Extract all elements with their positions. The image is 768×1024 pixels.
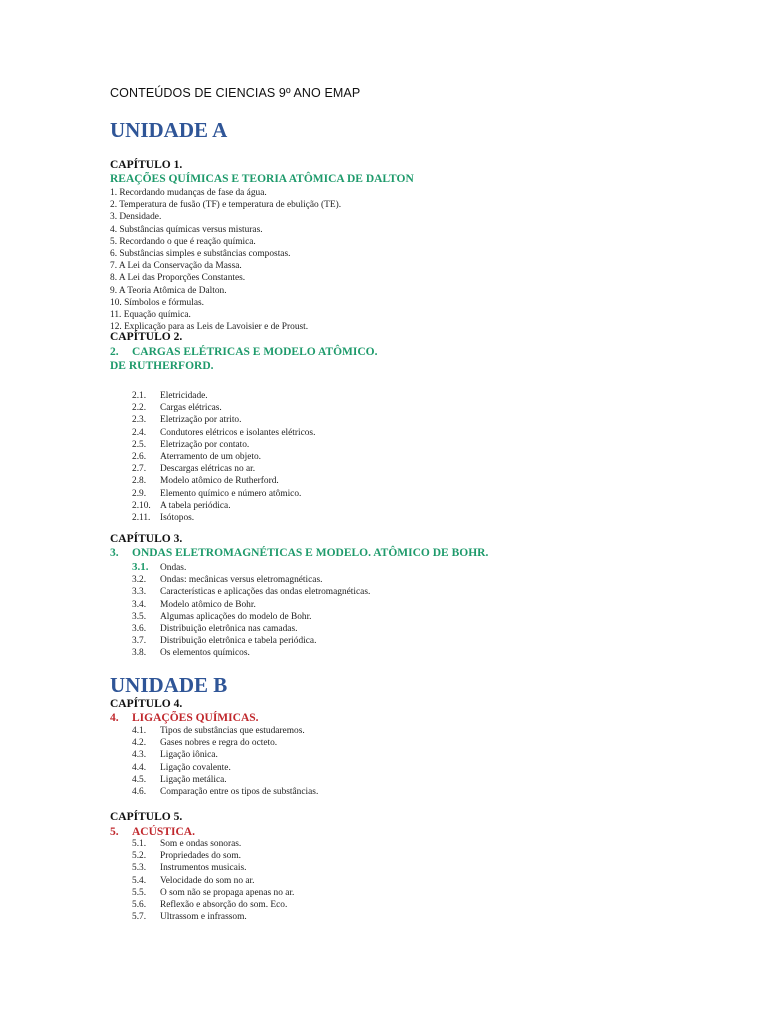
topic-item: [132, 737, 318, 749]
chapter-4-title: [110, 711, 259, 725]
topic-text: Ligação covalente.: [160, 762, 231, 773]
topic-item: 4. Substâncias químicas versus misturas.: [110, 224, 263, 235]
topic-text: Ligação metálica.: [160, 774, 227, 785]
chapter-5-topics: [132, 838, 294, 923]
topic-item: [132, 899, 294, 911]
topic-item: [132, 611, 370, 623]
topic-number: 3.2.: [132, 575, 147, 586]
topic-text: Eletrização por atrito.: [160, 415, 242, 426]
topic-item: [132, 488, 315, 500]
topic-number: 5.6.: [132, 900, 147, 911]
chapter-4-title-text: LIGAÇÕES QUÍMICAS.: [132, 712, 259, 724]
topic-item: [132, 749, 318, 761]
chapter-4-number: 4.: [110, 712, 119, 724]
chapter-1-topics: [110, 187, 341, 333]
topic-number: 4.1.: [132, 726, 147, 736]
topic-text: Som e ondas sonoras.: [160, 839, 242, 849]
topic-number: 3.5.: [132, 611, 147, 622]
topic-text: Modelo atômico de Rutherford.: [160, 476, 279, 487]
topic-item: 7. A Lei da Conservação da Massa.: [110, 261, 242, 272]
chapter-2-number: 2.: [110, 346, 119, 358]
topic-item: [132, 862, 294, 874]
topic-number: 4.2.: [132, 738, 147, 749]
topic-text: Tipos de substâncias que estudaremos.: [160, 726, 305, 736]
chapter-3-number: 3.: [110, 547, 119, 559]
topic-number: 2.5.: [132, 439, 147, 450]
topic-text: Os elementos químicos.: [160, 648, 250, 659]
topic-item: 11. Equação química.: [110, 310, 191, 321]
topic-text: Velocidade do som no ar.: [160, 875, 255, 886]
chapter-3-topics: [132, 561, 370, 660]
topic-number: 3.4.: [132, 599, 147, 610]
topic-item: [132, 574, 370, 586]
unit-b-heading: UNIDADE B: [110, 673, 228, 697]
topic-number: 3.3.: [132, 587, 147, 598]
chapter-2-topics: [132, 390, 315, 524]
topic-item: [132, 647, 370, 659]
topic-item: [132, 850, 294, 862]
topic-text: Características e aplicações das ondas eletromagnéticas.: [160, 587, 371, 598]
topic-text: Descargas elétricas no ar.: [160, 464, 256, 475]
topic-number: 2.7.: [132, 464, 147, 475]
topic-number: 4.4.: [132, 762, 147, 773]
chapter-2-title: [110, 345, 377, 373]
topic-number: 2.11.: [132, 513, 151, 524]
topic-item: 12. Explicação para as Leis de Lavoisier e de Proust.: [110, 322, 309, 333]
chapter-1-label: CAPÍTULO 1.: [110, 159, 183, 171]
topic-text: Ultrassom e infrassom.: [160, 912, 247, 923]
topic-item: 2. Temperatura de fusão (TF) e temperatura de ebulição (TE).: [110, 200, 342, 211]
unit-a-heading: UNIDADE A: [110, 118, 228, 142]
topic-number: 2.9.: [132, 488, 147, 499]
topic-item: [132, 439, 315, 451]
topic-number: 2.4.: [132, 427, 147, 438]
topic-item: 8. A Lei das Proporções Constantes.: [110, 273, 246, 284]
topic-text: Ligação iônica.: [160, 750, 218, 761]
topic-number: 5.1.: [132, 839, 147, 849]
topic-item: [132, 512, 315, 524]
topic-item: 1. Recordando mudanças de fase da água.: [110, 188, 267, 198]
topic-number: 5.5.: [132, 887, 147, 898]
chapter-3-label: CAPÍTULO 3.: [110, 533, 183, 545]
topic-number: 3.7.: [132, 636, 147, 647]
topic-item: [132, 451, 315, 463]
topic-item: [132, 911, 294, 923]
topic-text: Aterramento de um objeto.: [160, 452, 262, 463]
topic-item: [132, 774, 318, 786]
topic-text: Eletricidade.: [160, 391, 208, 401]
chapter-2-label: CAPÍTULO 2.: [110, 331, 183, 343]
topic-item: [132, 463, 315, 475]
topic-number: 5.7.: [132, 912, 147, 923]
topic-item: [132, 599, 370, 611]
topic-number: 2.8.: [132, 476, 147, 487]
topic-text: Reflexão e absorção do som. Eco.: [160, 900, 288, 911]
topic-item: [132, 635, 370, 647]
topic-item: [132, 586, 370, 598]
topic-number: 5.4.: [132, 875, 147, 886]
topic-text: Isótopos.: [160, 513, 195, 524]
chapter-2-title-line2: DE RUTHERFORD.: [110, 360, 214, 372]
topic-item: 3. Densidade.: [110, 212, 162, 223]
topic-item: [132, 838, 294, 850]
chapter-5-title: [110, 825, 195, 839]
topic-item: [132, 875, 294, 887]
topic-item: 9. A Teoria Atômica de Dalton.: [110, 285, 227, 296]
topic-item: [132, 475, 315, 487]
topic-item: [132, 762, 318, 774]
topic-item: [132, 500, 315, 512]
topic-text: Ondas.: [160, 563, 187, 573]
chapter-4-label: CAPÍTULO 4.: [110, 698, 183, 710]
topic-text: Comparação entre os tipos de substâncias.: [160, 787, 319, 798]
topic-item: [132, 623, 370, 635]
topic-number: 4.5.: [132, 774, 147, 785]
chapter-5-label: CAPÍTULO 5.: [110, 811, 183, 823]
topic-text: Gases nobres e regra do octeto.: [160, 738, 278, 749]
topic-number: 5.3.: [132, 863, 147, 874]
topic-text: O som não se propaga apenas no ar.: [160, 887, 295, 898]
topic-text: Eletrização por contato.: [160, 439, 250, 450]
topic-text: Ondas: mecânicas versus eletromagnéticas.: [160, 575, 323, 586]
topic-text: Distribuição eletrônica e tabela periódica.: [160, 636, 317, 647]
topic-item: 5. Recordando o que é reação química.: [110, 236, 256, 247]
topic-number: 2.1.: [132, 391, 147, 401]
topic-text: Distribuição eletrônica nas camadas.: [160, 624, 298, 635]
chapter-3-title: [110, 546, 488, 560]
topic-item: 6. Substâncias simples e substâncias compostas.: [110, 249, 291, 260]
topic-item: [132, 887, 294, 899]
topic-text: Cargas elétricas.: [160, 403, 222, 414]
topic-number: 3.6.: [132, 624, 147, 635]
topic-item: [132, 786, 318, 798]
chapter-5-title-text: ACÚSTICA.: [132, 826, 195, 838]
chapter-3-title-text: ONDAS ELETROMAGNÉTICAS E MODELO. ATÔMICO DE BOHR.: [132, 547, 489, 559]
topic-text: Propriedades do som.: [160, 851, 241, 862]
topic-text: A tabela periódica.: [160, 500, 231, 511]
topic-text: Condutores elétricos e isolantes elétricos.: [160, 427, 316, 438]
topic-number: 4.6.: [132, 787, 147, 798]
topic-item: [132, 402, 315, 414]
topic-text: Algumas aplicações do modelo de Bohr.: [160, 611, 312, 622]
chapter-5-number: 5.: [110, 826, 119, 838]
topic-number: 4.3.: [132, 750, 147, 761]
topic-text: Modelo atômico de Bohr.: [160, 599, 256, 610]
topic-item: [132, 390, 315, 402]
topic-number: 2.3.: [132, 415, 147, 426]
chapter-4-topics: [132, 725, 318, 798]
topic-item: [132, 427, 315, 439]
topic-item: [132, 725, 318, 737]
topic-number: 3.1.: [132, 561, 149, 573]
topic-item: [132, 561, 370, 574]
topic-number: 2.2.: [132, 403, 147, 414]
topic-number: 2.6.: [132, 452, 147, 463]
topic-text: Instrumentos musicais.: [160, 863, 247, 874]
document-title: CONTEÚDOS DE CIENCIAS 9º ANO EMAP: [110, 86, 361, 100]
topic-item: [132, 414, 315, 426]
topic-item: 10. Símbolos e fórmulas.: [110, 297, 205, 308]
topic-text: Elemento químico e número atômico.: [160, 488, 302, 499]
topic-number: 5.2.: [132, 851, 147, 862]
chapter-2-title-line1: CARGAS ELÉTRICAS E MODELO ATÔMICO.: [132, 346, 378, 358]
topic-number: 2.10.: [132, 500, 151, 511]
topic-number: 3.8.: [132, 648, 147, 659]
chapter-1-title: REAÇÕES QUÍMICAS E TEORIA ATÔMICA DE DALTON: [110, 173, 414, 185]
